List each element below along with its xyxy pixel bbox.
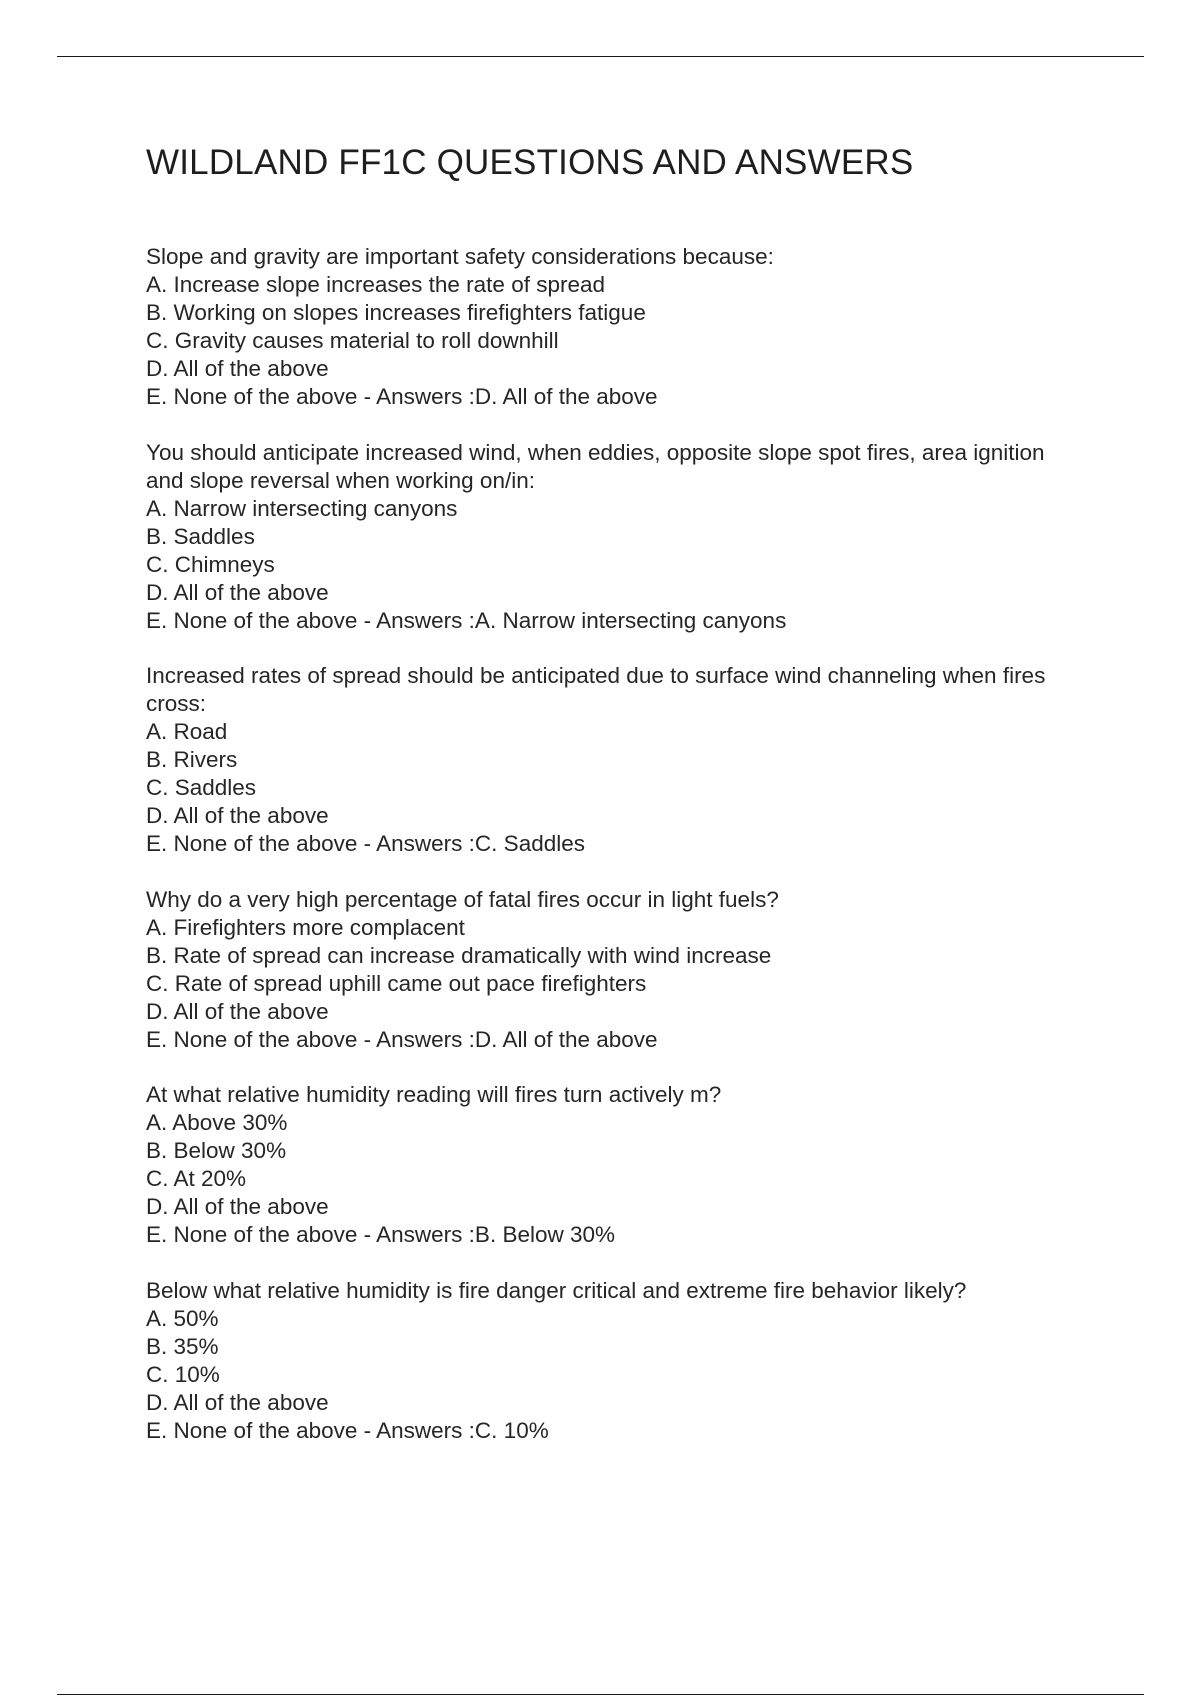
question-block: [146, 439, 1076, 635]
answer-option: B. Rate of spread can increase dramatically with wind increase: [146, 942, 772, 968]
question-block: [146, 886, 1076, 1054]
answer-option: A. Narrow intersecting canyons: [146, 495, 458, 521]
answer-option: D. All of the above: [146, 579, 329, 605]
question-text: Below what relative humidity is fire danger critical and extreme fire behavior likely?: [146, 1277, 967, 1303]
answer-option: B. 35%: [146, 1333, 219, 1359]
answer-option: B. Rivers: [146, 747, 238, 772]
answer-option: C. Chimneys: [146, 551, 275, 577]
answer-option: C. At 20%: [146, 1166, 247, 1191]
answer-option: D. All of the above: [146, 1389, 329, 1415]
question-block: [146, 1277, 1076, 1445]
answer-option-with-key: E. None of the above - Answers :A. Narrow intersecting canyons: [146, 607, 787, 633]
question-block: [146, 243, 1076, 411]
answer-option: A. 50%: [146, 1305, 219, 1331]
answer-option: C. Rate of spread uphill came out pace firefighters: [146, 970, 647, 996]
answer-option: B. Below 30%: [146, 1138, 287, 1163]
answer-option: C. Gravity causes material to roll downhill: [146, 328, 559, 353]
question-text: You should anticipate increased wind, when eddies, opposite slope spot fires, area ignition and slope reversal when working on/in:: [146, 439, 1045, 493]
question-text: Increased rates of spread should be anticipated due to surface wind channeling when fires cross:: [146, 663, 1046, 716]
answer-option: D. All of the above: [146, 803, 329, 828]
question-text: Slope and gravity are important safety considerations because:: [146, 244, 774, 269]
question-list: [146, 243, 1076, 1472]
answer-option: A. Above 30%: [146, 1110, 288, 1135]
answer-option: A. Increase slope increases the rate of spread: [146, 272, 606, 297]
bottom-divider: [57, 1694, 1144, 1695]
answer-option: D. All of the above: [146, 356, 329, 381]
answer-option: D. All of the above: [146, 1194, 329, 1219]
answer-option-with-key: E. None of the above - Answers :C. 10%: [146, 1417, 549, 1443]
answer-option: A. Firefighters more complacent: [146, 914, 465, 940]
answer-option: B. Saddles: [146, 523, 255, 549]
answer-option-with-key: E. None of the above - Answers :D. All of the above: [146, 1026, 658, 1052]
question-block: [146, 1081, 1076, 1249]
answer-option-with-key: E. None of the above - Answers :D. All of the above: [146, 384, 658, 409]
answer-option: B. Working on slopes increases firefighters fatigue: [146, 300, 646, 325]
answer-option: A. Road: [146, 719, 228, 744]
answer-option-with-key: E. None of the above - Answers :C. Saddles: [146, 831, 585, 856]
question-text: At what relative humidity reading will fires turn actively m?: [146, 1082, 722, 1107]
answer-option-with-key: E. None of the above - Answers :B. Below 30%: [146, 1222, 616, 1247]
answer-option: C. Saddles: [146, 775, 257, 800]
question-text: Why do a very high percentage of fatal fires occur in light fuels?: [146, 886, 779, 912]
question-block: [146, 662, 1076, 858]
answer-option: C. 10%: [146, 1361, 220, 1387]
answer-option: D. All of the above: [146, 998, 329, 1024]
document-title: WILDLAND FF1C QUESTIONS AND ANSWERS: [146, 143, 914, 182]
top-divider: [57, 56, 1144, 57]
